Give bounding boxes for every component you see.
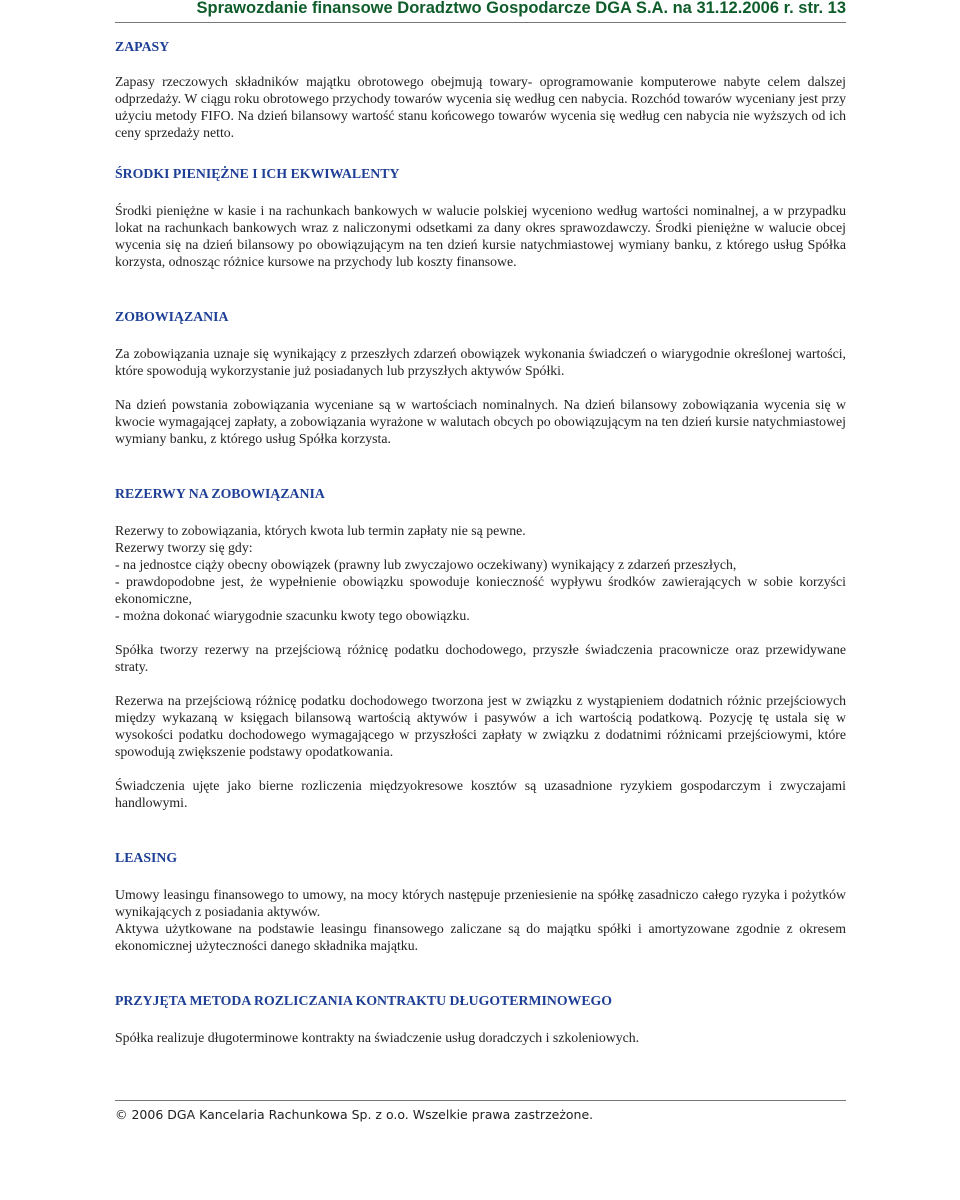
rezerwy-line-1: Rezerwy to zobowiązania, których kwota lub termin zapłaty nie są pewne. [115,523,526,538]
section-title-zapasy: ZAPASY [115,39,170,54]
leasing-paragraph-1: Umowy leasingu finansowego to umowy, na mocy których następuje przeniesienie na spółkę zasadniczo całego ryzyka i pożytków wynikających z posiadania aktywów. [115,887,846,919]
section-title-srodki: ŚRODKI PIENIĘŻNE I ICH EKWIWALENTY [115,166,400,181]
rezerwy-line-2: Rezerwy tworzy się gdy: [115,540,253,555]
rezerwy-paragraph-3: Rezerwa na przejściową różnicę podatku dochodowego tworzona jest w związku z wystąpieniem dodatnich różnic przejściowych między wykazaną w księgach bilansową wartością aktywów i pasywów a ich wartością podatkową. Pozycję tę ustala się w wysokości podatku dochodowego wymagającego w przyszłości zapłaty w związku z dodatnimi różnicami przejściowymi, które spowodują zwiększenie podstawy opodatkowania. [115,693,846,759]
copyright-text: © 2006 DGA Kancelaria Rachunkowa Sp. z o.o. Wszelkie prawa zastrzeżone. [115,1107,594,1122]
zobowiazania-paragraph-1: Za zobowiązania uznaje się wynikający z przeszłych zdarzeń obowiązek wykonania świadczeń o wiarygodnie określonej wartości, które spowodują wykorzystanie już posiadanych lub przyszłych aktywów Spółki. [115,346,846,378]
zapasy-paragraph: Zapasy rzeczowych składników majątku obrotowego obejmują towary- oprogramowanie komputerowe nabyte celem dalszej odprzedaży. W ciągu roku obrotowego przychody towarów wycenia się według cen nabycia. Rozchód towarów wyceniany jest przy użyciu metody FIFO. Na dzień bilansowy wartość stanu końcowego towarów wycenia się według cen nabycia nie wyższych od ich ceny sprzedaży netto. [115,74,846,140]
document-body [115,38,846,1046]
rezerwy-bullet-3: - można dokonać wiarygodnie szacunku kwoty tego obowiązku. [115,608,470,623]
section-title-leasing: LEASING [115,850,178,865]
rezerwy-paragraph-4: Świadczenia ujęte jako bierne rozliczenia międzyokresowe kosztów są uzasadnione ryzykiem gospodarczym i zwyczajami handlowymi. [115,778,846,810]
srodki-paragraph: Środki pieniężne w kasie i na rachunkach bankowych w walucie polskiej wyceniono według wartości nominalnej, a w przypadku lokat na rachunkach bankowych wraz z naliczonymi odsetkami za dany okres sprawozdawczy. Środki pieniężne w walucie obcej wycenia się na dzień bilansowy po obowiązującym na ten dzień kursie natychmiastowej wymiany banku, z którego usług Spółka korzysta, odnosząc różnice kursowe na przychody lub koszty finansowe. [115,203,846,269]
rezerwy-bullet-1: - na jednostce ciąży obecny obowiązek (prawny lub zwyczajowo oczekiwany) wynikający z zdarzeń przeszłych, [115,557,737,572]
zobowiazania-paragraph-2: Na dzień powstania zobowiązania wyceniane są w wartościach nominalnych. Na dzień bilansowy zobowiązania wycenia się w kwocie wymagającej zapłaty, a zobowiązania wyrażone w walutach obcych po obowiązującym na ten dzień kursie natychmiastowej wymiany banku, z którego usług Spółka korzysta. [115,397,846,446]
leasing-paragraph-2: Aktywa użytkowane na podstawie leasingu finansowego zaliczane są do majątku spółki i amortyzowane zgodnie z okresem ekonomicznej użyteczności danego składnika majątku. [115,921,846,953]
rezerwy-paragraph-2: Spółka tworzy rezerwy na przejściową różnicę podatku dochodowego, przyszłe świadczenia pracownicze oraz przewidywane straty. [115,642,846,674]
section-title-zobowiazania: ZOBOWIĄZANIA [115,309,229,324]
kontrakty-paragraph: Spółka realizuje długoterminowe kontrakty na świadczenie usług doradczych i szkoleniowych. [115,1030,640,1045]
rezerwy-bullet-2: - prawdopodobne jest, że wypełnienie obowiązku spowoduje konieczność wypływu środków zawierających w sobie korzyści ekonomiczne, [115,574,846,606]
header-title: Sprawozdanie finansowe Doradztwo Gospodarcze DGA S.A. na 31.12.2006 r. str. 13 [196,0,846,17]
section-title-rezerwy: REZERWY NA ZOBOWIĄZANIA [115,486,325,501]
page-header [115,0,846,23]
page-footer [115,1100,846,1122]
section-title-kontrakty: PRZYJĘTA METODA ROZLICZANIA KONTRAKTU DŁUGOTERMINOWEGO [115,993,613,1008]
